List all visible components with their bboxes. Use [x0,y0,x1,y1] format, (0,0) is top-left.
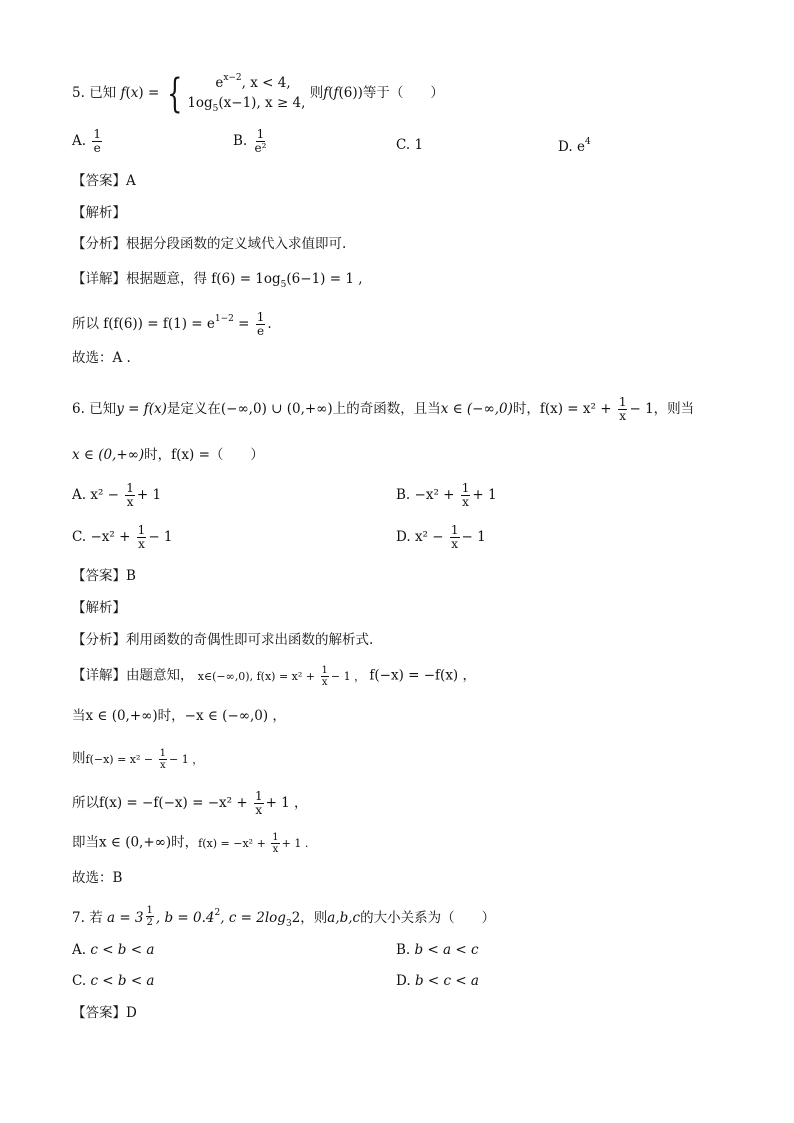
q7-option-a: A. c < b < a [72,942,155,958]
q6-option-a: A. x² − $\frac{1}{x}$ + 1 [72,481,162,509]
q5-option-d: D. $e^4$ [558,137,591,155]
q6-detail-line5: 即当x ∈ (0,+∞)时，f(x) = −x² + $\frac{1}{x}$ + 1 . [72,832,309,855]
q5-option-a: A. $\frac{1}{e}$ [72,127,101,155]
q6-detail-line4: 所以f(x) = −f(−x) = −x² + $\frac{1}{x}$ + 1 ， [72,789,308,817]
q6-detail-line2: 当x ∈ (0,+∞)时，−x ∈ (−∞,0) ， [72,708,286,724]
q5-option-b: B. $\frac{1}{\text{e²}}$ [233,127,267,155]
q5-analysis-tag: 【解析】 [72,205,126,221]
q5-stem: 5. 已知 f(x) = { $e^{x-2}$, x < 4, $1og_5(x-1)$, x ≥ 4, 则f(f(6))等于（ ） [72,68,444,119]
q6-detail: 【详解】由题意知， x∈(−∞,0), f(x) = x² + $\frac{1}{x}$ − 1 ， f(−x) = −f(x) ， [72,665,476,688]
q6-stem: 6. 已知y = f(x)是定义在(−∞,0) ∪ (0,+∞)上的奇函数，且当x ∈ (−∞,0)时，f(x) = x² + $\frac{1}{x}$ − 1，则当 [72,395,695,423]
q6-choose: 故选：B [72,870,123,886]
q5-number: 5. [72,85,85,101]
q7-option-b: B. b < a < c [396,942,479,958]
q5-option-c: C. 1 [396,137,424,153]
q6-stem-line2: x ∈ (0,+∞)时，f(x) =（ ） [72,447,264,463]
q7-answer: 【答案】D [72,1005,137,1021]
q7-option-c: C. c < b < a [72,973,155,989]
q5-choose: 故选：A . [72,350,131,366]
q6-fenxi: 【分析】利用函数的奇偶性即可求出函数的解析式. [72,632,374,648]
q6-answer: 【答案】B [72,568,136,584]
q6-option-b: B. −x² + $\frac{1}{x}$ + 1 [396,481,497,509]
q5-so: 所以 $f(f(6)) = f(1) = e^{1-2}$ = $\frac{1}{e}$ . [72,310,272,338]
q5-fenxi: 【分析】根据分段函数的定义域代入求值即可. [72,236,347,252]
q7-stem: 7. 若 a = 3 $\frac{1}{2}$ , $b = 0.4^2$, $c = 2\log_32$，则a,b,c的大小关系为（ ） [72,905,496,929]
q6-analysis-tag: 【解析】 [72,600,126,616]
q6-option-c: C. −x² + $\frac{1}{x}$ − 1 [72,523,173,551]
piecewise-brace: { [166,70,182,117]
q5-answer: 【答案】A [72,173,136,189]
q6-detail-line3: 则f(−x) = x² − $\frac{1}{x}$ − 1 ， [72,748,204,771]
q5-detail: 【详解】根据题意，得 $f(6) = 1og_5(6-1) = 1$ , [72,271,363,290]
piecewise-cases: $e^{x-2}$, x < 4, $1og_5(x-1)$, x ≥ 4, [187,73,306,114]
q6-option-d: D. x² − $\frac{1}{x}$ − 1 [396,523,486,551]
q7-option-d: D. b < c < a [396,973,479,989]
